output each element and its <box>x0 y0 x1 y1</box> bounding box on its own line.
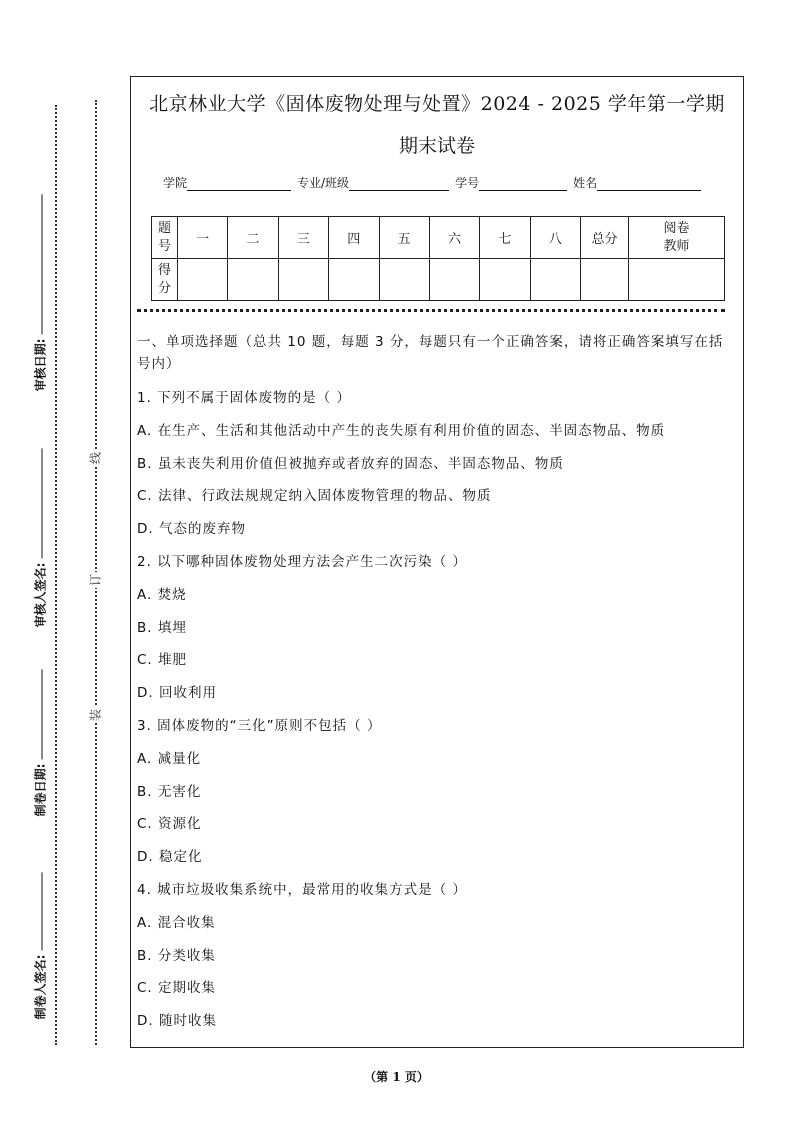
grader-header-line2: 教师 <box>663 238 690 254</box>
option-item: B. 填埋 <box>137 619 187 636</box>
option-item: C. 资源化 <box>137 816 202 833</box>
binding-word-xian: 线 <box>88 451 103 465</box>
option-item: C. 堆肥 <box>137 652 188 669</box>
college-field[interactable] <box>187 178 291 191</box>
score-cell[interactable] <box>178 259 228 301</box>
compiler-signature-label-text: 制卷人签名: <box>33 954 48 1020</box>
option-item: A. 在生产、生活和其他活动中产生的丧失原有利用价值的固态、半固态物品、物质 <box>137 422 666 439</box>
option-item: A. 混合收集 <box>137 914 216 931</box>
left-dotted-rule <box>55 105 57 1045</box>
score-row-header <box>152 259 178 301</box>
grader-header <box>629 217 725 259</box>
review-date-blank[interactable] <box>40 195 42 335</box>
score-table-header-row <box>152 217 725 259</box>
total-score-cell[interactable] <box>581 259 629 301</box>
student-id-label: 学号 <box>455 176 480 190</box>
score-cell[interactable] <box>278 259 328 301</box>
column-header: 六 <box>429 217 479 259</box>
question-number-header-line1: 题 <box>157 220 171 236</box>
option-item: B. 虽未丧失利用价值但被抛弃或者放弃的固态、半固态物品、物质 <box>137 455 564 472</box>
grader-cell[interactable] <box>629 259 725 301</box>
name-label: 姓名 <box>573 176 598 190</box>
option-item: C. 法律、行政法规规定纳入固体废物管理的物品、物质 <box>137 488 492 505</box>
grader-header-line1: 阅卷 <box>663 220 690 236</box>
score-row-header-line1: 得 <box>157 262 171 278</box>
major-class-label: 专业/班级 <box>297 176 350 190</box>
option-item: D. 随时收集 <box>137 1013 217 1030</box>
score-cell[interactable] <box>329 259 379 301</box>
option-item: D. 气态的废弃物 <box>137 521 246 538</box>
column-header: 一 <box>178 217 228 259</box>
question-stem: 2. 以下哪种固体废物处理方法会产生二次污染（ ） <box>137 553 467 570</box>
reviewer-signature-label-text: 审核人签名: <box>33 562 48 628</box>
score-row-header-line2: 分 <box>157 280 171 296</box>
score-cell[interactable] <box>228 259 278 301</box>
option-item: A. 减量化 <box>137 750 202 767</box>
exam-title: 北京林业大学《固体废物处理与处置》2024 - 2025 学年第一学期 <box>149 93 725 115</box>
review-date-label-text: 审核日期: <box>33 338 48 392</box>
question-stem: 3. 固体废物的“三化”原则不包括（ ） <box>137 717 382 734</box>
score-cell[interactable] <box>429 259 479 301</box>
score-cell[interactable] <box>530 259 580 301</box>
reviewer-signature-label <box>32 449 49 628</box>
major-class-field[interactable] <box>349 178 449 191</box>
compiler-signature-label <box>32 873 49 1020</box>
option-item: D. 稳定化 <box>137 849 203 866</box>
review-date-label <box>32 195 49 392</box>
page-number: （第 1 页） <box>364 1070 429 1084</box>
column-header: 三 <box>278 217 328 259</box>
option-item: B. 分类收集 <box>137 947 216 964</box>
compile-date-blank[interactable] <box>40 670 42 760</box>
compile-date-label <box>32 670 49 817</box>
section-heading: 一、单项选择题（总共 10 题，每题 3 分，每题只有一个正确答案，请将正确答案填写在括号内） <box>137 334 724 372</box>
name-field[interactable] <box>597 178 701 191</box>
exam-frame <box>130 76 744 1048</box>
question-stem: 4. 城市垃圾收集系统中，最常用的收集方式是（ ） <box>137 881 467 898</box>
option-item: A. 焚烧 <box>137 586 187 603</box>
question-number-header <box>152 217 178 259</box>
option-item: C. 定期收集 <box>137 980 217 997</box>
compiler-signature-blank[interactable] <box>40 873 42 951</box>
column-header: 五 <box>379 217 429 259</box>
student-info-row <box>163 174 707 191</box>
score-table-score-row <box>152 259 725 301</box>
binding-word-ding: 订 <box>88 573 103 587</box>
column-header: 七 <box>480 217 530 259</box>
exam-subtitle: 期末试卷 <box>398 135 475 157</box>
column-header: 八 <box>530 217 580 259</box>
exam-content <box>137 331 735 1038</box>
question-number-header-line2: 号 <box>157 238 171 254</box>
option-item: D. 回收利用 <box>137 685 217 702</box>
reviewer-signature-blank[interactable] <box>40 449 42 559</box>
binding-word-zhuang: 装 <box>88 708 103 722</box>
score-cell[interactable] <box>480 259 530 301</box>
column-header: 四 <box>329 217 379 259</box>
college-label: 学院 <box>163 176 188 190</box>
score-cell[interactable] <box>379 259 429 301</box>
option-item: B. 无害化 <box>137 783 202 800</box>
compile-date-label-text: 制卷日期: <box>33 763 48 817</box>
column-header: 二 <box>228 217 278 259</box>
question-stem: 1. 下列不属于固体废物的是（ ） <box>137 390 351 406</box>
score-table <box>151 216 725 301</box>
section-separator <box>137 309 725 312</box>
student-id-field[interactable] <box>479 178 567 191</box>
total-score-header: 总分 <box>581 217 629 259</box>
